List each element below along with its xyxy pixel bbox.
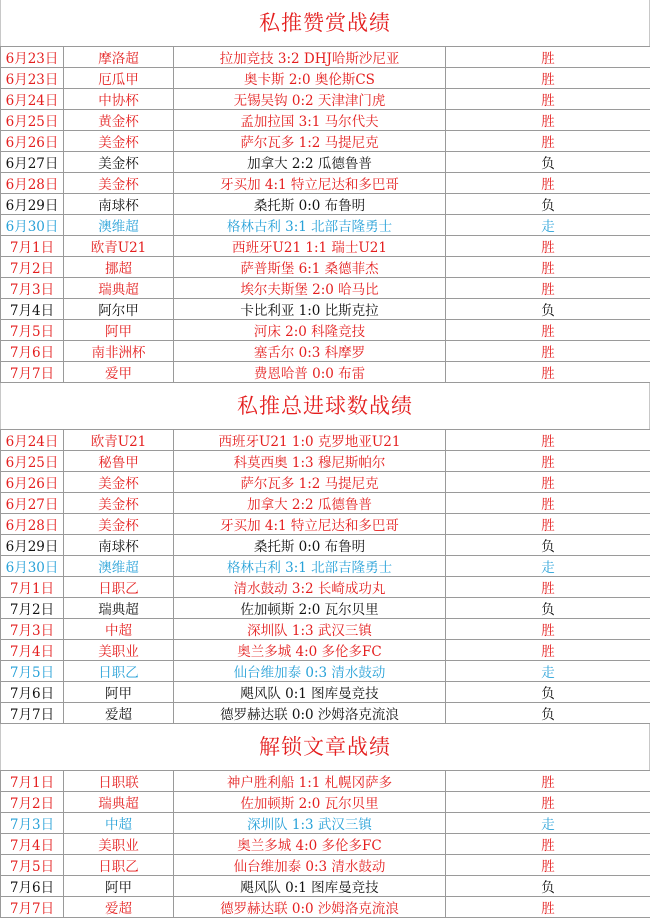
section-title: 私推总进球数战绩 xyxy=(0,383,650,429)
table-row xyxy=(1,362,650,383)
table-row xyxy=(1,152,650,173)
table-row xyxy=(1,173,650,194)
match-cell: 清水鼓动 3:2 长崎成功丸 xyxy=(174,577,446,598)
league-cell: 澳维超 xyxy=(64,556,174,577)
match-cell: 埃尔夫斯堡 2:0 哈马比 xyxy=(174,278,446,299)
result-cell: 走 xyxy=(446,215,650,236)
match-cell: 奥兰多城 4:0 多伦多FC xyxy=(174,640,446,661)
table-row xyxy=(1,472,650,493)
section-total-goals-record xyxy=(0,383,650,724)
date-cell: 7月5日 xyxy=(1,661,64,682)
section-unlock-article-record xyxy=(0,724,650,918)
result-cell: 胜 xyxy=(446,341,650,362)
date-cell: 7月2日 xyxy=(1,792,64,813)
result-cell: 胜 xyxy=(446,110,650,131)
date-cell: 6月26日 xyxy=(1,472,64,493)
date-cell: 6月25日 xyxy=(1,451,64,472)
league-cell: 欧青U21 xyxy=(64,430,174,451)
result-cell: 胜 xyxy=(446,236,650,257)
table-row xyxy=(1,514,650,535)
match-cell: 仙台维加泰 0:3 清水鼓动 xyxy=(174,855,446,876)
league-cell: 美金杯 xyxy=(64,131,174,152)
table-row xyxy=(1,278,650,299)
table-row xyxy=(1,535,650,556)
result-cell: 胜 xyxy=(446,771,650,792)
date-cell: 6月27日 xyxy=(1,152,64,173)
table-row xyxy=(1,89,650,110)
match-cell: 深圳队 1:3 武汉三镇 xyxy=(174,619,446,640)
table-row xyxy=(1,640,650,661)
table-row xyxy=(1,110,650,131)
league-cell: 南非洲杯 xyxy=(64,341,174,362)
table-row xyxy=(1,131,650,152)
date-cell: 6月26日 xyxy=(1,131,64,152)
result-cell: 胜 xyxy=(446,792,650,813)
league-cell: 日职乙 xyxy=(64,855,174,876)
result-cell: 胜 xyxy=(446,619,650,640)
table-row xyxy=(1,619,650,640)
league-cell: 美职业 xyxy=(64,834,174,855)
date-cell: 7月7日 xyxy=(1,362,64,383)
date-cell: 7月6日 xyxy=(1,876,64,897)
table-row xyxy=(1,320,650,341)
match-cell: 格林古利 3:1 北部吉隆勇士 xyxy=(174,556,446,577)
league-cell: 阿甲 xyxy=(64,876,174,897)
league-cell: 爱超 xyxy=(64,703,174,724)
league-cell: 美金杯 xyxy=(64,493,174,514)
league-cell: 秘鲁甲 xyxy=(64,451,174,472)
record-table xyxy=(0,46,650,383)
date-cell: 6月23日 xyxy=(1,47,64,68)
table-row xyxy=(1,341,650,362)
date-cell: 7月1日 xyxy=(1,236,64,257)
match-cell: 费恩哈普 0:0 布雷 xyxy=(174,362,446,383)
table-row xyxy=(1,451,650,472)
league-cell: 南球杯 xyxy=(64,535,174,556)
result-cell: 胜 xyxy=(446,493,650,514)
match-cell: 佐加顿斯 2:0 瓦尔贝里 xyxy=(174,792,446,813)
match-cell: 桑托斯 0:0 布鲁明 xyxy=(174,194,446,215)
league-cell: 瑞典超 xyxy=(64,598,174,619)
result-cell: 胜 xyxy=(446,897,650,918)
league-cell: 美金杯 xyxy=(64,152,174,173)
league-cell: 爱甲 xyxy=(64,362,174,383)
league-cell: 摩洛超 xyxy=(64,47,174,68)
table-row xyxy=(1,792,650,813)
match-cell: 孟加拉国 3:1 马尔代夫 xyxy=(174,110,446,131)
result-cell: 胜 xyxy=(446,89,650,110)
result-cell: 走 xyxy=(446,661,650,682)
date-cell: 7月4日 xyxy=(1,299,64,320)
match-cell: 格林古利 3:1 北部吉隆勇士 xyxy=(174,215,446,236)
match-cell: 西班牙U21 1:1 瑞士U21 xyxy=(174,236,446,257)
table-row xyxy=(1,771,650,792)
match-cell: 加拿大 2:2 瓜德鲁普 xyxy=(174,152,446,173)
date-cell: 7月7日 xyxy=(1,897,64,918)
date-cell: 7月1日 xyxy=(1,577,64,598)
date-cell: 7月7日 xyxy=(1,703,64,724)
league-cell: 中超 xyxy=(64,619,174,640)
match-cell: 卡比利亚 1:0 比斯克拉 xyxy=(174,299,446,320)
date-cell: 7月3日 xyxy=(1,813,64,834)
table-row xyxy=(1,556,650,577)
date-cell: 6月30日 xyxy=(1,556,64,577)
league-cell: 澳维超 xyxy=(64,215,174,236)
league-cell: 中协杯 xyxy=(64,89,174,110)
result-cell: 胜 xyxy=(446,834,650,855)
date-cell: 6月24日 xyxy=(1,430,64,451)
match-cell: 萨尔瓦多 1:2 马提尼克 xyxy=(174,131,446,152)
date-cell: 7月2日 xyxy=(1,598,64,619)
result-cell: 负 xyxy=(446,299,650,320)
result-cell: 胜 xyxy=(446,640,650,661)
result-cell: 胜 xyxy=(446,514,650,535)
league-cell: 中超 xyxy=(64,813,174,834)
league-cell: 美金杯 xyxy=(64,173,174,194)
table-row xyxy=(1,682,650,703)
record-table xyxy=(0,429,650,724)
result-cell: 负 xyxy=(446,598,650,619)
result-cell: 负 xyxy=(446,682,650,703)
match-cell: 加拿大 2:2 瓜德鲁普 xyxy=(174,493,446,514)
section-title: 解锁文章战绩 xyxy=(0,724,650,770)
table-row xyxy=(1,215,650,236)
league-cell: 瑞典超 xyxy=(64,278,174,299)
date-cell: 7月2日 xyxy=(1,257,64,278)
date-cell: 6月28日 xyxy=(1,173,64,194)
league-cell: 厄瓜甲 xyxy=(64,68,174,89)
league-cell: 瑞典超 xyxy=(64,792,174,813)
match-cell: 德罗赫达联 0:0 沙姆洛克流浪 xyxy=(174,703,446,724)
table-row xyxy=(1,703,650,724)
match-cell: 西班牙U21 1:0 克罗地亚U21 xyxy=(174,430,446,451)
result-cell: 负 xyxy=(446,703,650,724)
league-cell: 日职乙 xyxy=(64,661,174,682)
match-cell: 牙买加 4:1 特立尼达和多巴哥 xyxy=(174,173,446,194)
table-row xyxy=(1,834,650,855)
match-cell: 神户胜利船 1:1 札幌冈萨多 xyxy=(174,771,446,792)
match-cell: 拉加竞技 3:2 DHJ哈斯沙尼亚 xyxy=(174,47,446,68)
result-cell: 胜 xyxy=(446,472,650,493)
record-table xyxy=(0,770,650,918)
match-cell: 仙台维加泰 0:3 清水鼓动 xyxy=(174,661,446,682)
result-cell: 胜 xyxy=(446,320,650,341)
result-cell: 负 xyxy=(446,876,650,897)
section-title: 私推赞赏战绩 xyxy=(0,0,650,46)
league-cell: 美金杯 xyxy=(64,514,174,535)
table-row xyxy=(1,257,650,278)
league-cell: 美金杯 xyxy=(64,472,174,493)
match-cell: 科莫西奥 1:3 穆尼斯帕尔 xyxy=(174,451,446,472)
league-cell: 爱超 xyxy=(64,897,174,918)
match-cell: 飓风队 0:1 图库曼竞技 xyxy=(174,682,446,703)
result-cell: 胜 xyxy=(446,362,650,383)
date-cell: 6月29日 xyxy=(1,194,64,215)
table-row xyxy=(1,68,650,89)
match-cell: 飓风队 0:1 图库曼竞技 xyxy=(174,876,446,897)
league-cell: 欧青U21 xyxy=(64,236,174,257)
match-cell: 无锡吴钩 0:2 天津津门虎 xyxy=(174,89,446,110)
match-cell: 河床 2:0 科隆竞技 xyxy=(174,320,446,341)
table-row xyxy=(1,855,650,876)
league-cell: 挪超 xyxy=(64,257,174,278)
match-cell: 萨普斯堡 6:1 桑德菲杰 xyxy=(174,257,446,278)
date-cell: 6月25日 xyxy=(1,110,64,131)
result-cell: 胜 xyxy=(446,68,650,89)
result-cell: 胜 xyxy=(446,577,650,598)
league-cell: 日职乙 xyxy=(64,577,174,598)
result-cell: 负 xyxy=(446,152,650,173)
table-row xyxy=(1,661,650,682)
table-row xyxy=(1,236,650,257)
league-cell: 阿甲 xyxy=(64,682,174,703)
league-cell: 美职业 xyxy=(64,640,174,661)
league-cell: 阿甲 xyxy=(64,320,174,341)
league-cell: 黄金杯 xyxy=(64,110,174,131)
result-cell: 胜 xyxy=(446,451,650,472)
date-cell: 7月4日 xyxy=(1,640,64,661)
table-row xyxy=(1,577,650,598)
league-cell: 阿尔甲 xyxy=(64,299,174,320)
result-cell: 胜 xyxy=(446,131,650,152)
table-row xyxy=(1,598,650,619)
result-cell: 胜 xyxy=(446,278,650,299)
result-cell: 走 xyxy=(446,813,650,834)
result-cell: 胜 xyxy=(446,257,650,278)
match-cell: 深圳队 1:3 武汉三镇 xyxy=(174,813,446,834)
date-cell: 7月6日 xyxy=(1,341,64,362)
result-cell: 胜 xyxy=(446,47,650,68)
table-row xyxy=(1,299,650,320)
date-cell: 7月3日 xyxy=(1,619,64,640)
match-cell: 萨尔瓦多 1:2 马提尼克 xyxy=(174,472,446,493)
result-cell: 胜 xyxy=(446,430,650,451)
match-cell: 佐加顿斯 2:0 瓦尔贝里 xyxy=(174,598,446,619)
date-cell: 7月5日 xyxy=(1,320,64,341)
date-cell: 6月29日 xyxy=(1,535,64,556)
table-row xyxy=(1,493,650,514)
section-appreciation-record xyxy=(0,0,650,383)
date-cell: 6月27日 xyxy=(1,493,64,514)
date-cell: 6月23日 xyxy=(1,68,64,89)
league-cell: 南球杯 xyxy=(64,194,174,215)
date-cell: 7月3日 xyxy=(1,278,64,299)
date-cell: 6月24日 xyxy=(1,89,64,110)
result-cell: 负 xyxy=(446,535,650,556)
table-row xyxy=(1,876,650,897)
match-cell: 牙买加 4:1 特立尼达和多巴哥 xyxy=(174,514,446,535)
table-row xyxy=(1,813,650,834)
result-cell: 胜 xyxy=(446,173,650,194)
date-cell: 7月5日 xyxy=(1,855,64,876)
match-cell: 塞舌尔 0:3 科摩罗 xyxy=(174,341,446,362)
date-cell: 6月28日 xyxy=(1,514,64,535)
result-cell: 胜 xyxy=(446,855,650,876)
table-row xyxy=(1,47,650,68)
match-cell: 桑托斯 0:0 布鲁明 xyxy=(174,535,446,556)
result-cell: 负 xyxy=(446,194,650,215)
match-cell: 奥兰多城 4:0 多伦多FC xyxy=(174,834,446,855)
table-row xyxy=(1,194,650,215)
date-cell: 7月1日 xyxy=(1,771,64,792)
date-cell: 6月30日 xyxy=(1,215,64,236)
date-cell: 7月6日 xyxy=(1,682,64,703)
match-cell: 德罗赫达联 0:0 沙姆洛克流浪 xyxy=(174,897,446,918)
table-row xyxy=(1,430,650,451)
table-row xyxy=(1,897,650,918)
league-cell: 日职联 xyxy=(64,771,174,792)
result-cell: 走 xyxy=(446,556,650,577)
date-cell: 7月4日 xyxy=(1,834,64,855)
match-cell: 奥卡斯 2:0 奥伦斯CS xyxy=(174,68,446,89)
